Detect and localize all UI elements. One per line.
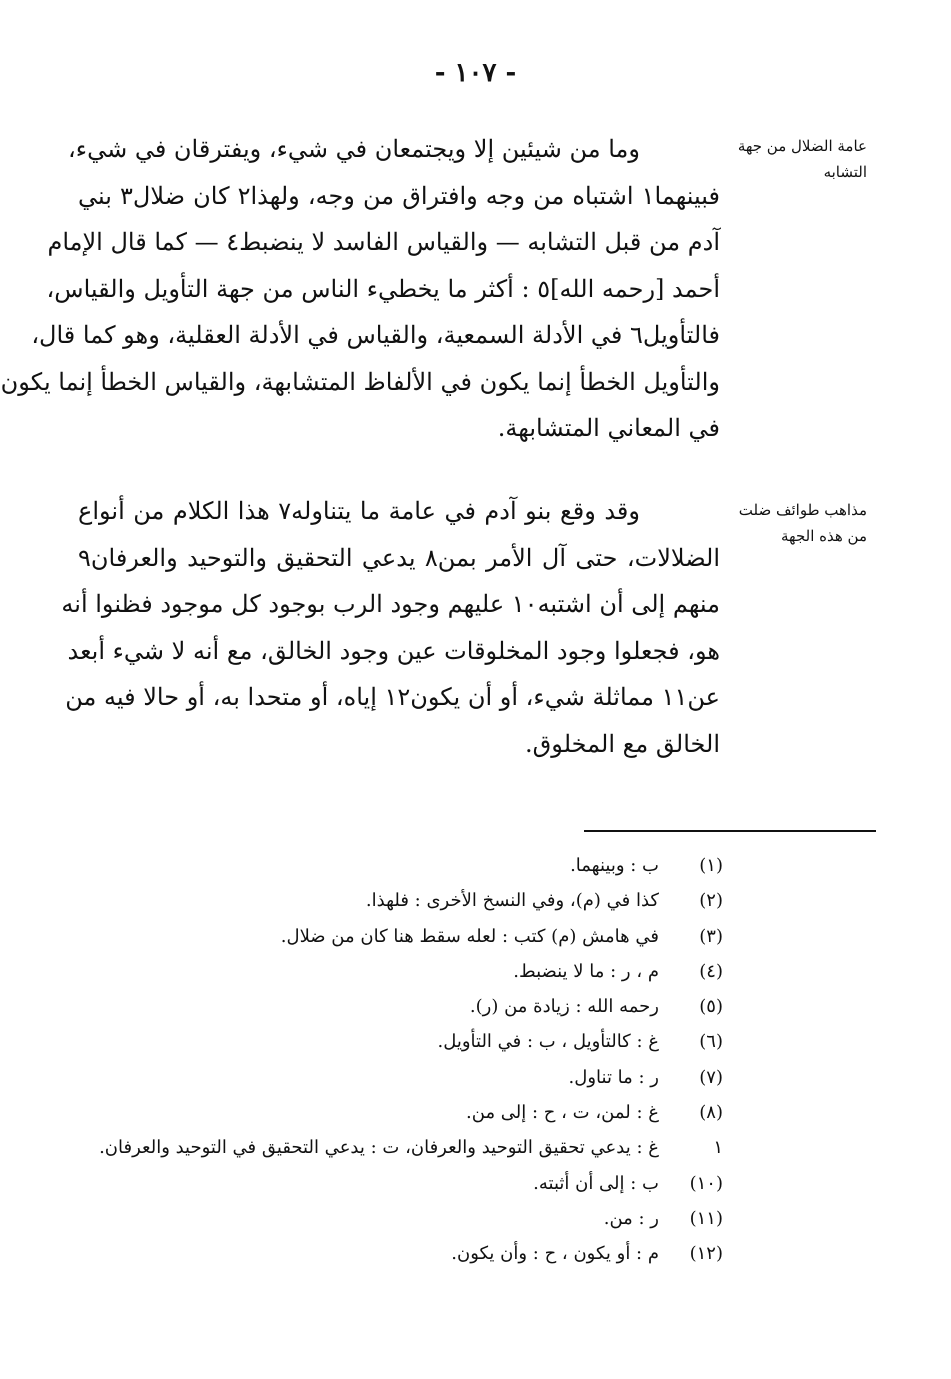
text-line: منهم إلى أن اشتبه١٠ عليهم وجود الرب بوجود كل موجود فظنوا أنه [61, 590, 720, 618]
footnote-item [40, 1095, 723, 1130]
footnote-item [40, 989, 723, 1024]
side-note-misguidance-similarity: عامة الضلال من جهة التشابه [737, 137, 867, 181]
footnote-text: غ : كالتأويل ، ب : في التأويل. [437, 1031, 659, 1053]
paragraph-sects [61, 488, 721, 767]
footnote-item [40, 1236, 723, 1271]
footnote-number: (١) [699, 855, 723, 876]
text-line: فبينهما١ اشتباه من وجه وافتراق من وجه، ولهذا٢ كان ضلال٣ بني [78, 181, 720, 210]
footnote-item [40, 1201, 723, 1236]
footnote-text: م : أو يكون ، ح : وأن يكون. [451, 1243, 659, 1265]
footnote-text: غ : لمن، ت ، ح : إلى من. [466, 1102, 659, 1124]
footnote-separator [584, 830, 876, 832]
footnote-number: (١٢) [689, 1243, 723, 1265]
text-line: أحمد [رحمه الله]٥ : أكثر ما يخطيء الناس من جهة التأويل والقياس، [46, 274, 720, 303]
footnote-text: ر : من. [603, 1207, 659, 1229]
footnotes [40, 848, 723, 1272]
footnote-text: ب : وبينهما. [570, 855, 659, 876]
footnote-text: ب : إلى أن أثبته. [533, 1172, 659, 1194]
text-line: في المعاني المتشابهة. [497, 414, 720, 442]
footnote-item [40, 848, 723, 883]
text-line: وقد وقع بنو آدم في عامة ما يتناوله٧ هذا الكلام من أنواع [78, 497, 640, 525]
footnote-number: (١٠) [689, 1172, 723, 1194]
footnote-text: ر : ما تناول. [568, 1066, 659, 1088]
text-line: فالتأويل٦ في الأدلة السمعية، والقياس في الأدلة العقلية، وهو كما قال، [31, 321, 720, 349]
footnote-item [40, 1166, 723, 1201]
footnote-item [40, 1130, 723, 1165]
footnote-item [40, 919, 723, 954]
footnote-number: (٨) [699, 1102, 723, 1124]
footnote-number: ١ [713, 1137, 723, 1159]
footnote-number: (٦) [699, 1031, 723, 1053]
footnote-item [40, 954, 723, 989]
footnote-text: م ، ر : ما لا ينضبط. [513, 960, 659, 982]
footnote-number: (٥) [699, 996, 723, 1018]
footnote-number: (٣) [699, 925, 723, 947]
footnote-number: (١١) [689, 1207, 723, 1229]
footnote-text: في هامش (م) كتب : لعله سقط هنا كان من ضلال. [280, 925, 659, 947]
footnote-item [40, 883, 723, 918]
page-number: - ١٠٧ - [434, 58, 517, 88]
text-line: وما من شيئين إلا ويجتمعان في شيء، ويفترقان في شيء، [68, 135, 640, 163]
text-line: والتأويل الخطأ إنما يكون في الألفاظ المتشابهة، والقياس الخطأ إنما يكون [0, 367, 720, 396]
footnote-text: رحمه الله : زيادة من (ر). [469, 996, 659, 1018]
text-line: الخالق مع المخلوق. [525, 729, 720, 758]
footnote-text: غ : يدعي تحقيق التوحيد والعرفان، ت : يدعي التحقيق في التوحيد والعرفان. [99, 1137, 659, 1159]
text-line: هو، فجعلوا وجود المخلوقات عين وجود الخالق، مع أنه لا شيء أبعد [67, 636, 720, 665]
side-note-sects-misguided: مذاهب طوائف ضلت من هذه الجهة [738, 501, 867, 545]
footnote-text: كذا في (م)، وفي النسخ الأخرى : فلهذا. [365, 890, 659, 912]
text-line: الضلالات، حتى آل الأمر بمن٨ يدعي التحقيق والتوحيد والعرفان٩ [78, 543, 721, 572]
paragraph-misguidance [0, 126, 720, 452]
footnote-item [40, 1024, 723, 1059]
footnote-number: (٢) [699, 890, 723, 912]
footnote-number: (٧) [699, 1066, 723, 1088]
footnote-number: (٤) [699, 960, 723, 982]
text-line: عن١١ مماثلة شيء، أو أن يكون١٢ إياه، أو متحدا به، أو حالا فيه من [65, 683, 720, 711]
footnote-item [40, 1060, 723, 1095]
text-line: آدم من قبل التشابه — والقياس الفاسد لا ينضبط٤ — كما قال الإمام [47, 228, 720, 256]
